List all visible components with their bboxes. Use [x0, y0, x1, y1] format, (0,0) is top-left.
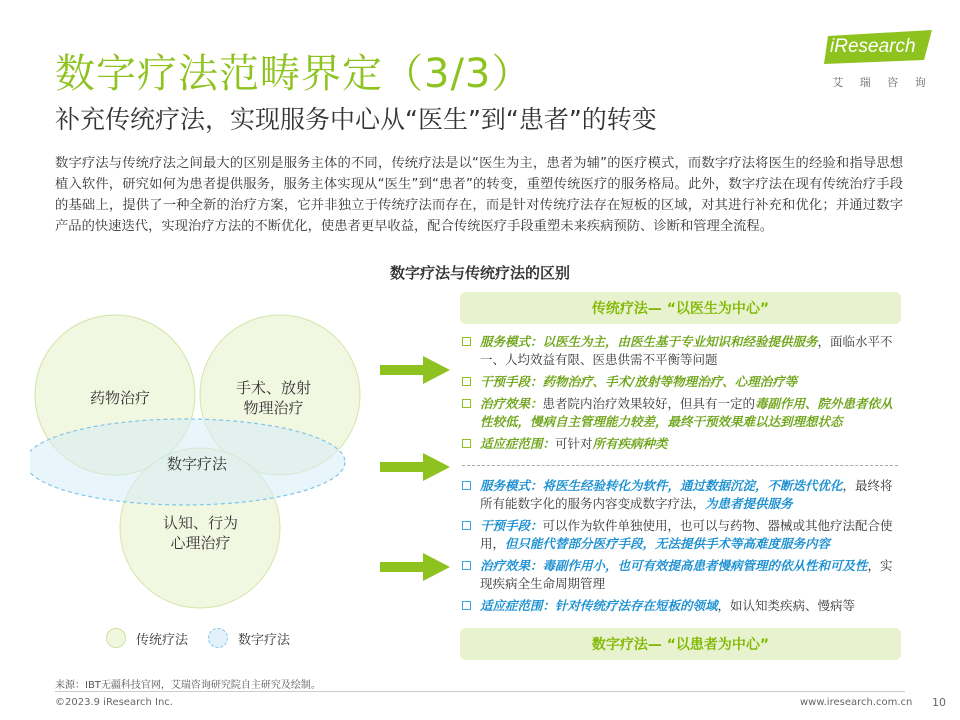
label-surgery-line2: 物理治疗	[243, 399, 304, 417]
bullet-square-icon	[462, 399, 471, 408]
bullet-square-icon	[462, 601, 471, 610]
label-surgery-line1: 手术、放射	[236, 379, 312, 397]
list-item: 治疗效果：患者院内治疗效果较好，但具有一定的毒副作用、院外患者依从性较低，慢病自主管理能力较差，最终干预效果难以达到理想状态	[462, 395, 902, 431]
footer-divider	[55, 691, 905, 692]
website-link[interactable]: www.iresearch.com.cn	[800, 697, 913, 708]
legend-item-traditional	[106, 628, 188, 648]
legend-label-traditional: 传统疗法	[136, 632, 189, 648]
list-item: 干预手段：可以作为软件单独使用，也可以与药物、器械或其他疗法配合使用，但只能代替部分医疗手段，无法提供手术等高难度服务内容	[462, 517, 902, 553]
logo-char: 艾	[832, 76, 844, 89]
legend-swatch-traditional	[106, 628, 126, 648]
bullet-square-icon	[462, 377, 471, 386]
legend-label-digital: 数字疗法	[238, 632, 291, 648]
bullet-square-icon	[462, 481, 471, 490]
logo-chinese	[824, 74, 934, 90]
digital-header: 数字疗法— “以患者为中心”	[460, 628, 901, 660]
list-item: 治疗效果：毒副作用小，也可有效提高患者慢病管理的依从性和可及性，实现疾病全生命周期管理	[462, 557, 902, 593]
legend	[106, 628, 310, 648]
venn-diagram	[30, 300, 470, 660]
bullet-square-icon	[462, 561, 471, 570]
legend-swatch-digital	[208, 628, 228, 648]
label-cognitive-line1: 认知、行为	[163, 514, 239, 532]
copyright: ©2023.9 iResearch Inc.	[55, 697, 173, 708]
page-number: 10	[932, 696, 946, 709]
arrow-traditional-icon	[380, 356, 450, 384]
bullet-square-icon	[462, 337, 471, 346]
section-divider	[462, 465, 898, 466]
arrow-digital-icon	[380, 553, 450, 581]
label-digital: 数字疗法	[167, 455, 228, 473]
traditional-list	[462, 333, 902, 457]
legend-item-digital	[208, 628, 290, 648]
page-subtitle: 补充传统疗法，实现服务中心从“医生”到“患者”的转变	[55, 105, 657, 134]
list-item: 干预手段：药物治疗、手术/放射等物理治疗、心理治疗等	[462, 373, 902, 391]
list-item: 服务模式：以医生为主，由医生基于专业知识和经验提供服务，面临水平不一、人均效益有限、医患供需不平衡等问题	[462, 333, 902, 369]
logo-char: 询	[914, 76, 926, 89]
list-item: 适应症范围：可针对所有疾病种类	[462, 435, 902, 453]
arrow-middle-icon	[380, 453, 450, 481]
logo-char: 瑞	[859, 76, 871, 89]
intro-paragraph: 数字疗法与传统疗法之间最大的区别是服务主体的不同，传统疗法是以“医生为主，患者为辅”的医疗模式，而数字疗法将医生的经验和指导思想植入软件，研究如何为患者提供服务，服务主体实现从“医生”到“患者”的转变，重塑传统医疗的服务格局。此外，数字疗法在现有传统治疗手段的基础上，提供了一种全新的治疗方案，它并非独立于传统疗法而存在，而是针对传统疗法存在短板的区域，对其进行补充和优化；并通过数字产品的快速迭代，实现治疗方法的不断优化，使患者更早收益，配合传统医疗手段重塑未来疾病预防、诊断和管理全流程。	[55, 156, 903, 234]
source-note: 来源：IBT无疆科技官网，艾瑞咨询研究院自主研究及绘制。	[55, 680, 321, 691]
label-cognitive	[163, 513, 238, 553]
venn-graphic	[30, 300, 470, 660]
bullet-square-icon	[462, 521, 471, 530]
list-item: 适应症范围：针对传统疗法存在短板的领域，如认知类疾病、慢病等	[462, 597, 902, 615]
label-cognitive-line2: 心理治疗	[170, 534, 231, 552]
logo-char: 咨	[887, 76, 899, 89]
list-item: 服务模式：将医生经验转化为软件，通过数据沉淀，不断迭代优化，最终将所有能数字化的服务内容变成数字疗法，为患者提供服务	[462, 477, 902, 513]
diagram-title: 数字疗法与传统疗法的区别	[389, 264, 570, 282]
bullet-square-icon	[462, 439, 471, 448]
label-drug: 药物治疗	[90, 389, 151, 407]
page-title: 数字疗法范畴界定（3/3）	[55, 51, 533, 97]
logo-wordmark: iResearch	[830, 36, 916, 57]
traditional-header: 传统疗法— “以医生为中心”	[460, 292, 901, 324]
iresearch-logo	[824, 30, 934, 92]
label-surgery	[236, 378, 311, 418]
digital-list	[462, 477, 902, 619]
